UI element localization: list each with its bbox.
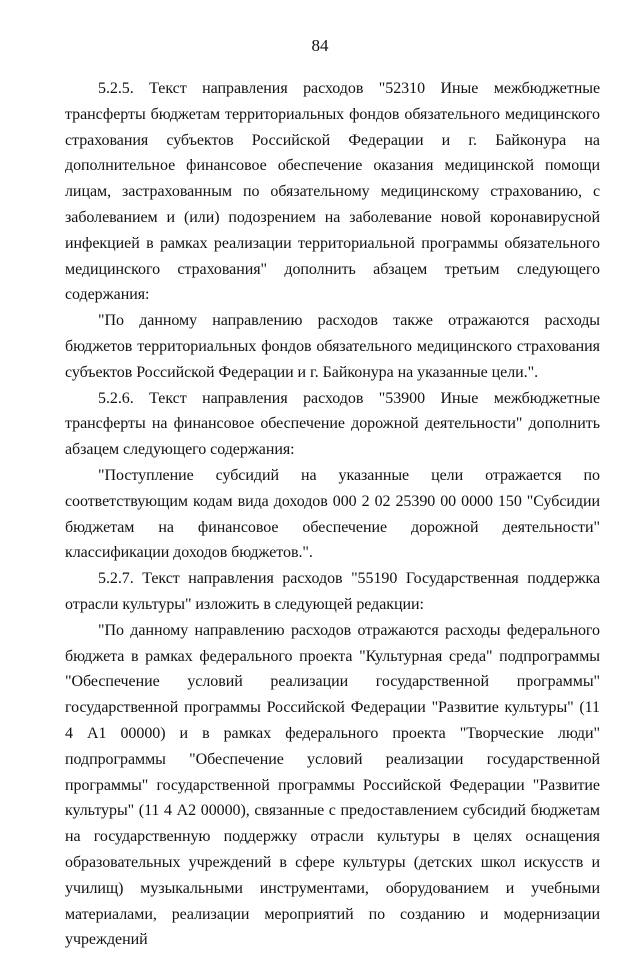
document-body — [65, 76, 600, 953]
paragraph-quote-3: "По данному направлению расходов отражаются расходы федерального бюджета в рамках федерального проекта "Культурная среда" подпрограммы "Обеспечение условий реализации государственной программы" государственной программы Российской Федерации "Развитие культуры" (11 4 А1 00000) и в рамках федерального проекта "Творческие люди" подпрограммы "Обеспечение условий реализации государственной программы" государственной программы Российской Федерации "Развитие культуры" (11 4 А2 00000), связанные с предоставлением субсидий бюджетам на государственную поддержку отрасли культуры в целях оснащения образовательных учреждений в сфере культуры (детских школ искусств и училищ) музыкальными инструментами, оборудованием и учебными материалами, реализации мероприятий по созданию и модернизации учреждений — [65, 621, 600, 949]
paragraph-5-2-5: 5.2.5. Текст направления расходов "52310 Иные межбюджетные трансферты бюджетам территориальных фондов обязательного медицинского страхования субъектов Российской Федерации и г. Байконура на дополнительное финансовое обеспечение оказания медицинской помощи лицам, застрахованным по обязательному медицинскому страхованию, с заболеванием и (или) подозрением на заболевание новой коронавирусной инфекцией в рамках реализации территориальной программы обязательного медицинского страхования" дополнить абзацем третьим следующего содержания: — [65, 80, 600, 304]
paragraph-quote-1: "По данному направлению расходов также отражаются расходы бюджетов территориальных фондов обязательного медицинского страхования субъектов Российской Федерации и г. Байконура на указанные цели.". — [65, 312, 600, 381]
page-number: 84 — [311, 36, 329, 55]
paragraph-5-2-6: 5.2.6. Текст направления расходов "53900 Иные межбюджетные трансферты на финансовое обеспечение дорожной деятельности" дополнить абзацем следующего содержания: — [65, 389, 600, 459]
paragraph-quote-2: "Поступление субсидий на указанные цели отражается по соответствующим кодам вида доходов 000 2 02 25390 00 0000 150 "Субсидии бюджетам на финансовое обеспечение дорожной деятельности" классификации доходов бюджетов.". — [65, 466, 600, 562]
paragraph-5-2-7: 5.2.7. Текст направления расходов "55190 Государственная поддержка отрасли культуры" изложить в следующей редакции: — [65, 570, 600, 613]
